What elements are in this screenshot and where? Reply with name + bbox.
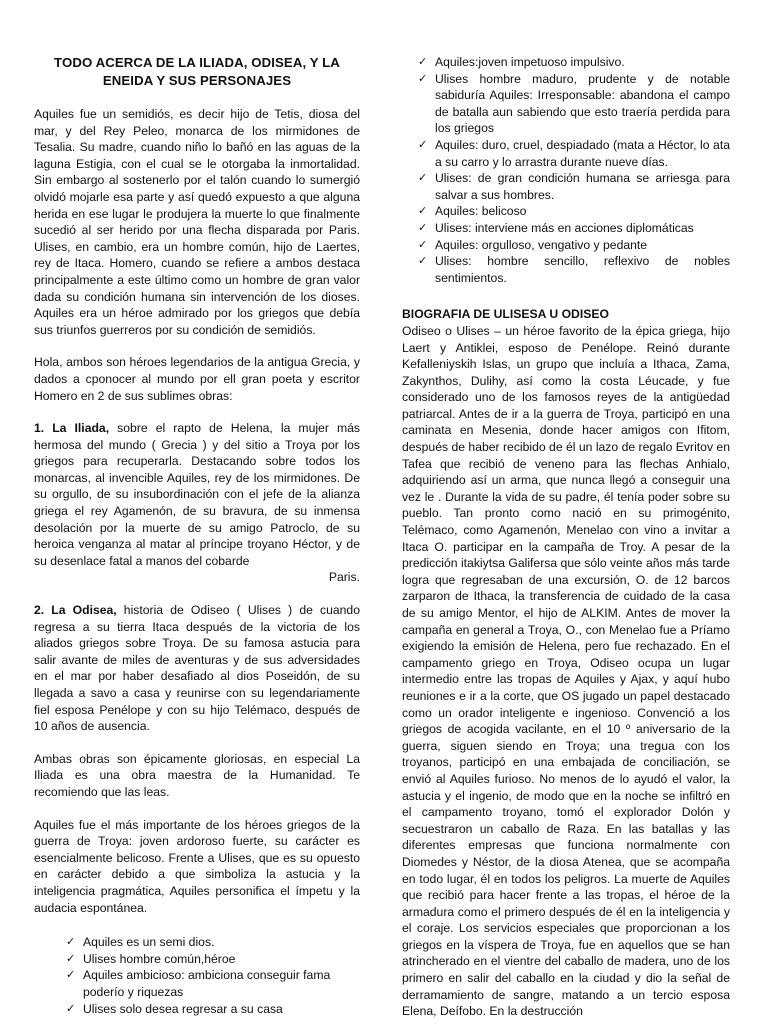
check-icon: ✓ [418, 220, 428, 234]
check-icon: ✓ [66, 968, 76, 982]
check-icon: ✓ [418, 71, 428, 85]
list-item: ✓ Ulises hombre común,héroe [66, 951, 236, 966]
iliada-end-line [34, 569, 360, 586]
check-icon: ✓ [418, 204, 428, 218]
check-icon: ✓ [66, 1001, 76, 1015]
list-item: ✓ Aquiles es un semi dios. [66, 935, 215, 950]
list-item: ✓ Ulises: interviene más en acciones diplomáticas [418, 220, 694, 235]
odisea-label: 2. La Odisea, [34, 603, 117, 618]
odisea-text: historia de Odiseo ( Ulises ) de cuando regresa a su tierra Itaca después de la victoria de los aliados griegos sobre Troya. De su famosa astucia para salir avante de miles de aventuras y de sus adversidades en el mar por haber desafiado al dios Poseidón, de su llegada a savo a casa y reunirse con su legendariamente fiel esposa Penélope y con su hijo Telémaco, después de 10 años de ausencia. [34, 603, 360, 734]
check-icon: ✓ [66, 935, 76, 949]
paragraph-aquiles-ulises: Aquiles fue el más importante de los héroes griegos de la guerra de Troya: joven ardoroso fuerte, su carácter es esencialmente belicoso. Frente a Ulises, que es su opuesto en carácter debido a que simboliza la astucia y la inteligencia pragmática, Aquiles personifica el ímpetu y la audacia espontánea. [34, 817, 360, 915]
check-icon: ✓ [418, 137, 428, 151]
list-item: ✓ Ulises: hombre sencillo, reflexivo de nobles sentimientos. [418, 254, 730, 285]
paragraph-aquiles-intro: Aquiles fue un semidiós, es decir hijo de Tetis, diosa del mar, y del Rey Peleo, monarca de los mirmidones de Tesalia. Su madre, cuando niño lo bañó en las aguas de la laguna Estigia, con el cual se le otorgaba la inmortalidad. Sin embargo al sostenerlo por el talón cuando lo sumergió olvidó mojarle esa parte y así quedó expuesto a que alguna herida en ese lugar le produjera la muerte lo que finalmente sucedió al ser herido por una flecha disparada por Paris. Ulises, en cambio, era un hombre común, hijo de Laertes, rey de Itaca. Homero, cuando se refiere a ambos destaca principalmente a este último como un hombre de gran valor dada su condición humana sin intervención de los dioses. Aquiles era un héroe admirado por los griegos que debía sus triunfos guerreros por su condición de semidiós. [34, 107, 360, 337]
iliada-end-word: Paris. [328, 570, 360, 585]
iliada-text: sobre el rapto de Helena, la mujer más hermosa del mundo ( Grecia ) y del sitio a Troya por los griegos para recuperarla. Destacando sobre todos los monarcas, al invencible Aquiles, rey de los mirmidones. De su orgullo, de su insubordinación con el jefe de la alianza griega el rey Agamenón, de su bravura, de su inmensa desolación por la muerte de su amigo Patroclo, de su heroica venganza al matar al príncipe troyano Héctor, y de su desenlace fatal a manos del cobarde [34, 421, 360, 568]
paragraph-biografia: Odiseo o Ulises – un héroe favorito de la épica griega, hijo Laert y Antiklei, esposo de Penélope. Reinó durante Kefalleniyskih Islas, un grupo que incluía a Ithaca, Zama, Zakynthos, Dulihy, así como la costa Léucade, y fue considerado uno de los famosos reyes de la antigüedad patriarcal. Antes de ir a la guerra de Troya, participó en una caminata en Mesenia, donde hacer amigos con Ifitom, después de haber recibido de él un lazo de regalo Evritov en Tafea que recibió de veneno para las flechas Anhialo, adquiriendo así un arma, que nunca llegó a conseguir una vez le . Durante la vida de su padre, él tenía poder sobre su pueblo. Tan pronto como nació en su primogénito, Telémaco, como Agamenón, Menelao con vino a invitar a Itaca O. participar en la campaña de Troy. A pesar de la predicción itakiytsa Galifersa que sólo veinte años más tarde logra que regresaban de una excursión, O. de 12 barcos zarparon de Ithaca, la transferencia de cuidado de la casa de su amigo Mentor, el hijo de ALKIM. Antes de mover la campaña en general a Troya, O., con Menelao fue a Príamo exigiendo la emisión de Helena, pero fue rechazado. En el campamento griego en Troya, Odiseo ocupa un lugar intermedio entre las tropas de Aquiles y Ajax, y aquí hubo reuniones e ir a la corte, que OS jugado un papel destacado como un orador inteligente e ingenioso. Convenció a los griegos de acogida vacilante, en el 10 º aniversario de la guerra, siguen siendo en Troya; una tregua con los troyanos, participó en una embajada de conciliación, se envió al Aquiles furioso. No menos de lo ayudó el valor, la astucia y el ingenio, de modo que en la noche se infiltró en el campamento troyano, tomó el explorador Dolón y secuestraron un caballo de Raza. En las batallas y las diferentes empresas que funciona normalmente con Diomedes y Néstor, de la diosa Atenea, que se acompaña en todo lugar, él en todos los peligros. La muerte de Aquiles que recibió para hacer frente a las tropas, el héroe de la armadura como el primero después de él en la inteligencia y el coraje. Los servicios especiales que proporcionan a los griegos en la víspera de Troya, fue en aquellos que se han atrincherado en el vientre del caballo de madera, uno de los primero en salir del caballo en la ciudad y dio la señal de derramamiento de sangre, matando a un tercio esposa Elena, Deífobo. En la destrucción [402, 323, 730, 1019]
list-item: ✓ Aquiles: duro, cruel, despiadado (mata a Héctor, lo ata a su carro y lo arrastra durante nueve días. [418, 137, 730, 169]
paragraph-hola: Hola, ambos son héroes legendarios de la antigua Grecia, y dados a cponocer al mundo por ell gran poeta y escritor Homero en 2 de sus sublimes obras: [34, 355, 360, 403]
comparison-list-left [34, 934, 360, 1017]
section-heading-biografia: BIOGRAFIA DE ULISESA U ODISEO [402, 307, 609, 322]
check-icon: ✓ [418, 254, 428, 268]
left-column [34, 48, 360, 1033]
list-item: ✓ Ulises solo desea regresar a su casa [66, 1001, 283, 1016]
list-item: ✓ Aquiles: belicoso [418, 204, 527, 219]
list-item: ✓ Ulises hombre maduro, prudente y de notable sabiduría Aquiles: Irresponsable: abandona el campo de batalla aun sabiendo que esto traería perdida para los griegos [418, 71, 730, 136]
right-column [402, 54, 730, 1036]
check-icon: ✓ [418, 237, 428, 251]
check-icon: ✓ [418, 171, 428, 185]
list-item: ✓ Ulises: de gran condición humana se arriesga para salvar a sus hombres. [418, 171, 730, 202]
comparison-list-right [402, 54, 730, 286]
check-icon: ✓ [418, 55, 428, 68]
check-icon: ✓ [66, 951, 76, 965]
list-item: ✓ Aquiles ambicioso: ambiciona conseguir fama poderío y riquezas [66, 968, 331, 999]
paragraph-odisea [34, 602, 360, 735]
iliada-label: 1. La Iliada, [34, 421, 110, 436]
paragraph-iliada [34, 420, 360, 586]
list-item: ✓ Aquiles:joven impetuoso impulsivo. [418, 55, 625, 69]
page-title: TODO ACERCA DE LA ILIADA, ODISEA, Y LA ENEIDA Y SUS PERSONAJES [54, 55, 340, 88]
list-item: ✓ Aquiles: orgulloso, vengativo y pedante [418, 237, 648, 252]
paragraph-ambas-obras: Ambas obras son épicamente gloriosas, en especial La Iliada es una obra maestra de la Humanidad. Te recomiendo que las leas. [34, 751, 360, 799]
